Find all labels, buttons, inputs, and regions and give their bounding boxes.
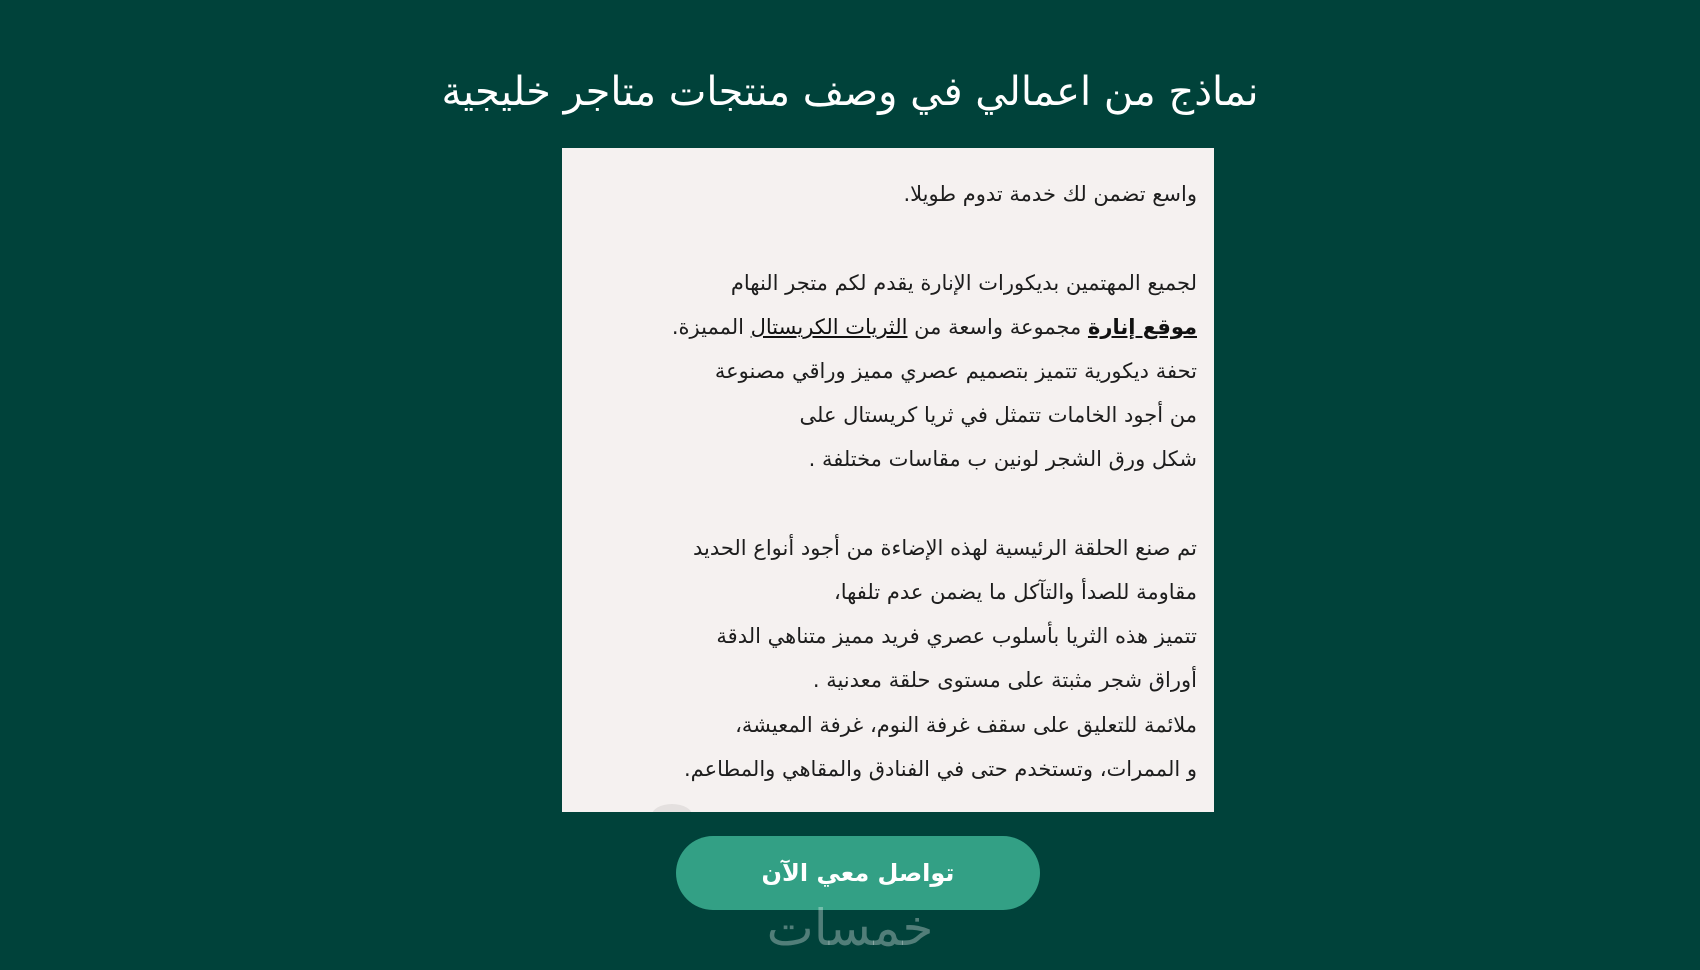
sample-line: لجميع المهتمين بديكورات الإنارة يقدم لكم متجر النهام bbox=[730, 270, 1197, 295]
sample-line: تم صنع الحلقة الرئيسية لهذه الإضاءة من أجود أنواع الحديد bbox=[692, 535, 1197, 560]
portfolio-sample-card[interactable] bbox=[562, 148, 1214, 812]
card-decoration bbox=[652, 804, 692, 812]
sample-line: أوراق شجر مثبتة على مستوى حلقة معدنية . bbox=[812, 668, 1197, 693]
sample-description bbox=[562, 148, 1197, 791]
khamsat-watermark-logo: خمسات bbox=[766, 899, 934, 957]
sample-line: تتميز هذه الثريا بأسلوب عصري فريد مميز متناهي الدقة bbox=[716, 624, 1197, 649]
contact-me-button[interactable]: تواصل معي الآن bbox=[676, 836, 1040, 910]
sample-line: ملائمة للتعليق على سقف غرفة النوم، غرفة المعيشة، bbox=[735, 712, 1197, 737]
paragraph-gap bbox=[562, 482, 1197, 526]
sample-line: واسع تضمن لك خدمة تدوم طويلا. bbox=[903, 182, 1197, 207]
page-title: نماذج من اعمالي في وصف منتجات متاجر خليجية bbox=[441, 69, 1259, 115]
store-link[interactable]: موقع إنارة bbox=[1087, 314, 1197, 339]
sample-line bbox=[562, 148, 1197, 172]
sample-text-fragment: المميزة. bbox=[671, 314, 751, 339]
sample-line: و الممرات، وتستخدم حتى في الفنادق والمقاهي والمطاعم. bbox=[683, 756, 1197, 781]
sample-line: شكل ورق الشجر لونين ب مقاسات مختلفة . bbox=[808, 447, 1197, 472]
crystal-chandeliers-link[interactable]: الثريات الكريستال bbox=[750, 314, 908, 339]
sample-line: من أجود الخامات تتمثل في ثريا كريستال على bbox=[799, 403, 1197, 428]
sample-line: تحفة ديكورية تتميز بتصميم عصري مميز وراقي مصنوعة bbox=[714, 359, 1197, 383]
sample-line: مقاومة للصدأ والتآكل ما يضمن عدم تلفها، bbox=[833, 580, 1197, 604]
sample-line bbox=[562, 305, 1197, 349]
sample-text-fragment: مجموعة واسعة من bbox=[907, 314, 1088, 339]
paragraph-gap bbox=[562, 216, 1197, 260]
